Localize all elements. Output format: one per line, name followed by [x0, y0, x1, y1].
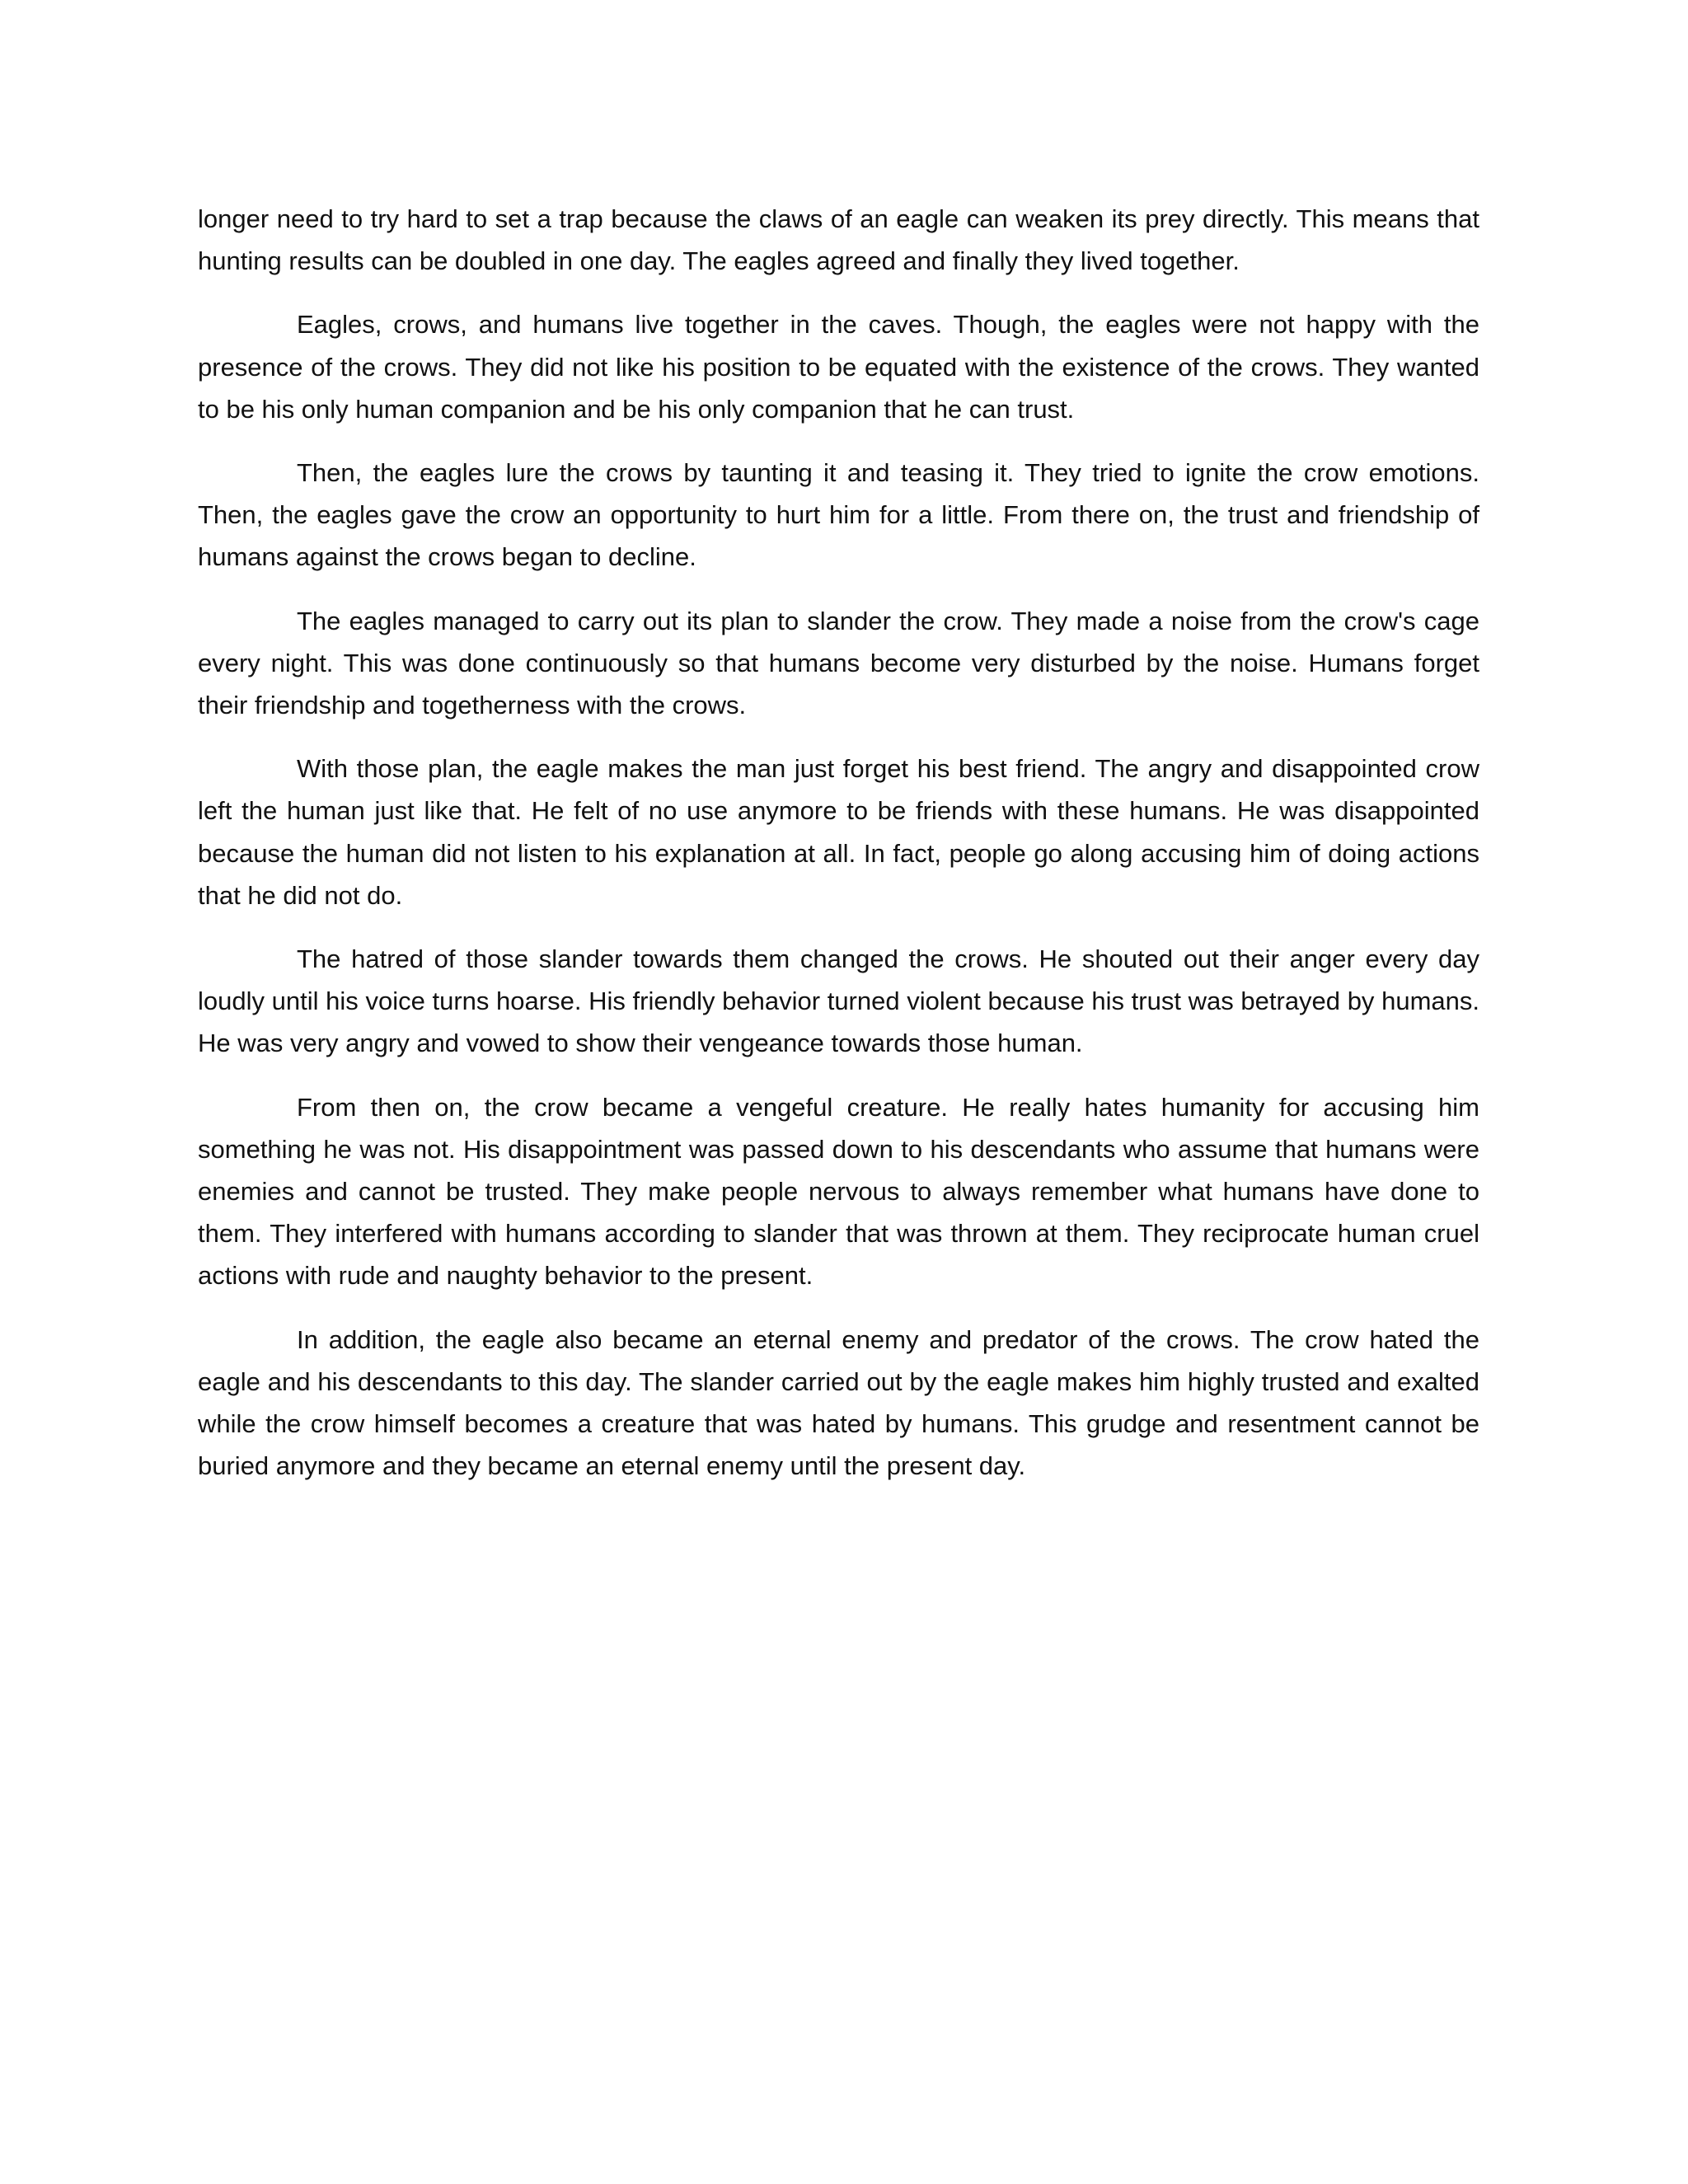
paragraph-5: With those plan, the eagle makes the man just forget his best friend. The angry and disappointed crow left the human just like that. He felt of no use anymore to be friends with these humans. He was disappointed because the human did not listen to his explanation at all. In fact, people go along accusing him of doing actions that he did not do.	[198, 754, 1479, 910]
paragraph-8: In addition, the eagle also became an eternal enemy and predator of the crows. The crow hated the eagle and his descendants to this day. The slander carried out by the eagle makes him highly trusted and exalted while the crow himself becomes a creature that was hated by humans. This grudge and resentment cannot be buried anymore and they became an eternal enemy until the present day.	[198, 1324, 1479, 1481]
paragraph-1: longer need to try hard to set a trap because the claws of an eagle can weaken its prey directly. This means that hunting results can be doubled in one day. The eagles agreed and finally they lived together.	[198, 204, 1479, 276]
paragraph-7: From then on, the crow became a vengeful creature. He really hates humanity for accusing him something he was not. His disappointment was passed down to his descendants who assume that humans were enemies and cannot be trusted. They make people nervous to always remember what humans have done to them. They interfered with humans according to slander that was thrown at them. They reciprocate human cruel actions with rude and naughty behavior to the present.	[198, 1092, 1479, 1291]
paragraph-3: Then, the eagles lure the crows by taunting it and teasing it. They tried to ignite the crow emotions. Then, the eagles gave the crow an opportunity to hurt him for a little. From there on, the trust and friendship of humans against the crows began to decline.	[198, 458, 1479, 572]
paragraph-4: The eagles managed to carry out its plan to slander the crow. They made a noise from the crow's cage every night. This was done continuously so that humans become very disturbed by the noise. Humans forget their friendship and togetherness with the crows.	[198, 606, 1479, 720]
paragraph-2: Eagles, crows, and humans live together in the caves. Though, the eagles were not happy with the presence of the crows. They did not like his position to be equated with the existence of the crows. They wanted to be his only human companion and be his only companion that he can trust.	[198, 310, 1479, 424]
document-body	[198, 198, 1479, 1508]
paragraph-6: The hatred of those slander towards them changed the crows. He shouted out their anger every day loudly until his voice turns hoarse. His friendly behavior turned violent because his trust was betrayed by humans. He was very angry and vowed to show their vengeance towards those human.	[198, 944, 1479, 1058]
